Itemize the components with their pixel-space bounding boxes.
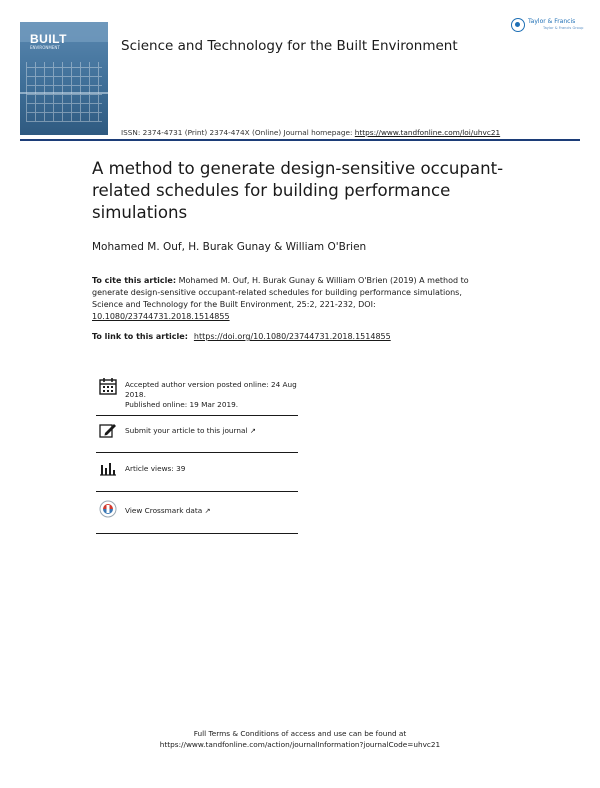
publisher-name: Taylor & Francis — [528, 18, 576, 25]
cover-subtitle: ENVIRONMENT — [30, 45, 60, 50]
submit-article-link[interactable]: Submit your article to this journal — [125, 426, 248, 435]
article-views: Article views: 39 — [125, 464, 186, 473]
panel-divider — [96, 452, 298, 453]
crossmark-link[interactable]: View Crossmark data — [125, 506, 203, 515]
journal-title: Science and Technology for the Built Environment — [121, 38, 458, 54]
article-link-line — [92, 332, 391, 341]
accepted-date: Accepted author version posted online: 24 Aug 2018. — [125, 380, 297, 399]
link-label: To link to this article: — [92, 332, 188, 341]
external-link-icon: ↗ — [249, 426, 256, 435]
issn-text: ISSN: 2374-4731 (Print) 2374-474X (Online) Journal homepage: — [121, 128, 355, 137]
header-divider — [20, 139, 580, 141]
doi-link[interactable]: 10.1080/23744731.2018.1514855 — [92, 312, 230, 321]
panel-divider — [96, 491, 298, 492]
calendar-icon — [99, 377, 117, 395]
panel-divider — [96, 415, 298, 416]
terms-text: Full Terms & Conditions of access and use can be found at — [193, 729, 407, 738]
external-link-icon: ↗ — [204, 506, 211, 515]
citation-block — [92, 275, 492, 323]
cite-text: Mohamed M. Ouf, H. Burak Gunay & William O'Brien (2019) A method to generate design-sensitive occupant-related schedules for building performance simulations, Science and Technology for the Built Environment, 25:2, 221-232, DOI: — [92, 276, 469, 309]
journal-cover-image — [20, 22, 108, 135]
article-authors: Mohamed M. Ouf, H. Burak Gunay & William O'Brien — [92, 241, 367, 253]
bar-chart-icon — [99, 459, 117, 477]
crossmark-icon — [99, 500, 117, 518]
article-doi-url[interactable]: https://doi.org/10.1080/23744731.2018.1514855 — [193, 332, 391, 341]
cite-label: To cite this article: — [92, 276, 177, 285]
publisher-logo-icon — [511, 18, 525, 32]
publisher-tagline: Taylor & Francis Group — [543, 26, 584, 30]
published-date: Published online: 19 Mar 2019. — [125, 400, 239, 409]
terms-footer — [120, 728, 480, 750]
terms-link[interactable]: https://www.tandfonline.com/action/journalInformation?journalCode=uhvc21 — [159, 740, 441, 749]
publisher-logo — [511, 16, 585, 36]
cover-title: BUILT — [30, 32, 67, 46]
journal-homepage-link[interactable]: https://www.tandfonline.com/loi/uhvc21 — [354, 128, 501, 137]
edit-icon — [99, 421, 117, 439]
issn-line — [121, 128, 500, 137]
article-title: A method to generate design-sensitive occupant-related schedules for building performance simulations — [92, 159, 504, 222]
panel-divider — [96, 533, 298, 534]
